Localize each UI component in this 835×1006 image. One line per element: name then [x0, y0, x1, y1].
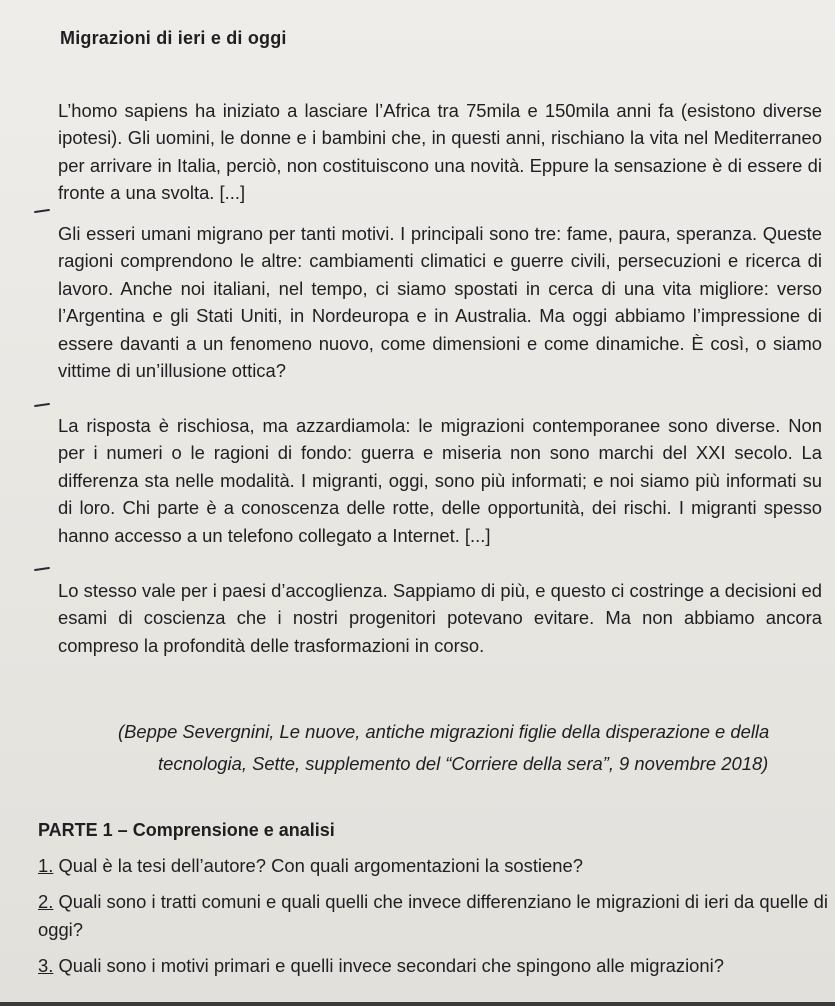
paragraph-3: La risposta è rischiosa, ma azzardiamola: le migrazioni contemporanee sono diverse. Non per i numeri o le ragioni di fondo: guerra e miseria non sono marchi del XXI secolo. La differenza sta nelle modalità. I migranti, oggi, sono più informati; e noi siamo più informati su di loro. Chi parte è a conoscenza delle rotte, delle opportunità, dei rischi. I migranti spesso hanno accesso a un telefono collegato a Internet. [...] [58, 415, 822, 546]
question-list [38, 852, 828, 988]
paragraph-4: Lo stesso vale per i paesi d’accoglienza. Sappiamo di più, e questo ci costringe a decisioni ed esami di coscienza che i nostri progenitori potevano evitare. Ma non abbiamo ancora compreso la profondità delle trasformazioni in corso. [58, 580, 822, 656]
citation-line-2: tecnologia, Sette, supplemento del “Corriere della sera”, 9 novembre 2018) [158, 753, 769, 774]
question-3 [38, 952, 828, 980]
paragraph-2: Gli esseri umani migrano per tanti motivi. I principali sono tre: fame, paura, speranza. Queste ragioni comprendono le altre: cambiamenti climatici e guerre civili, persecuzioni e ricerca di lavoro. Anche noi italiani, nel tempo, ci siamo spostati in cerca di una vita migliore: verso l’Argentina e gli Stati Uniti, in Nordeuropa e in Australia. Ma oggi abbiamo l’impressione di essere davanti a un fenomeno nuovo, come dimensioni e come dinamiche. È così, o siamo vittime di un’illusione ottica? [58, 223, 822, 382]
question-2 [38, 888, 828, 944]
citation [118, 716, 823, 780]
question-text: Quali sono i tratti comuni e quali quelli che invece differenziano le migrazioni di ieri da quelle di oggi? [38, 891, 828, 940]
question-text: Qual è la tesi dell’autore? Con quali argomentazioni la sostiene? [58, 855, 583, 876]
pencil-mark [34, 567, 50, 571]
pencil-mark [34, 403, 50, 407]
page-title: Migrazioni di ieri e di oggi [60, 28, 287, 48]
citation-line-1: (Beppe Severgnini, Le nuove, antiche migrazioni figlie della disperazione e della [118, 721, 770, 742]
question-text: Quali sono i motivi primari e quelli invece secondari che spingono alle migrazioni? [58, 955, 724, 976]
page-bottom-edge [0, 1002, 835, 1006]
question-1 [38, 852, 828, 880]
pencil-mark [34, 209, 50, 213]
paragraph-1: L’homo sapiens ha iniziato a lasciare l’Africa tra 75mila e 150mila anni fa (esistono diverse ipotesi). Gli uomini, le donne e i bambini che, in questi anni, rischiano la vita nel Mediterraneo per arrivare in Italia, perciò, non costituiscono una novità. Eppure la sensazione è di essere di fronte a una svolta. [...] [58, 100, 822, 204]
question-number: 3. [38, 955, 54, 976]
question-number: 1. [38, 855, 54, 876]
section-title: PARTE 1 – Comprensione e analisi [38, 820, 335, 840]
question-number: 2. [38, 891, 54, 912]
